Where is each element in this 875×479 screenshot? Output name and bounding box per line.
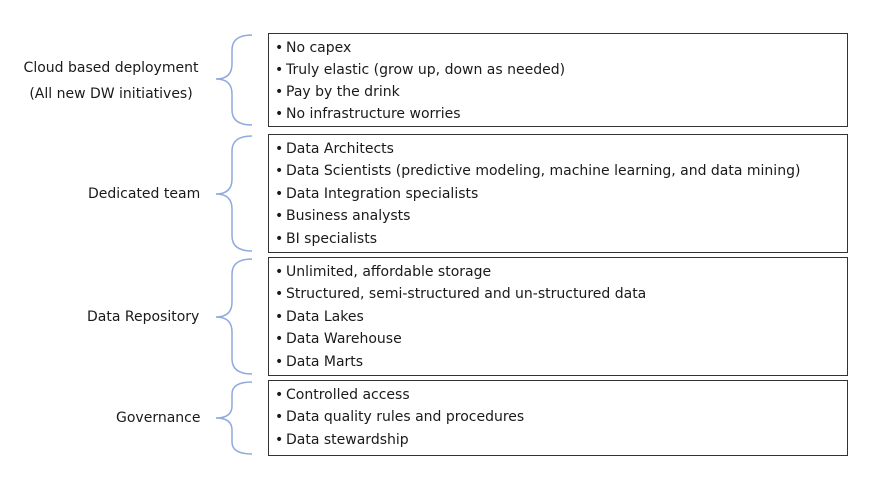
- list-item: • Data quality rules and procedures: [275, 409, 525, 425]
- section-label-line: (All new DW initiatives): [29, 86, 193, 102]
- list-item: • Controlled access: [275, 387, 410, 403]
- list-item: • Pay by the drink: [275, 84, 400, 100]
- section-label-cloud-deployment: [20, 61, 202, 101]
- brace-governance: [216, 382, 252, 454]
- list-item: • Data Lakes: [275, 309, 364, 325]
- section-box-dedicated-team: [268, 134, 848, 253]
- section-label-governance: Governance: [116, 410, 201, 426]
- list-item: • Unlimited, affordable storage: [275, 264, 492, 280]
- brace-dedicated-team: [216, 136, 252, 251]
- section-label-dedicated-team: Dedicated team: [88, 186, 201, 202]
- list-item: • Structured, semi-structured and un-structured data: [275, 286, 647, 302]
- section-box-governance: [268, 380, 848, 456]
- list-item: • No capex: [275, 40, 352, 56]
- brace-data-repository: [216, 259, 252, 374]
- list-item: • Data Marts: [275, 354, 364, 370]
- list-item: • Data Warehouse: [275, 331, 402, 347]
- list-item: • BI specialists: [275, 231, 377, 247]
- list-item: • Data Integration specialists: [275, 186, 479, 202]
- section-box-data-repository: [268, 257, 848, 376]
- list-item: • Data Architects: [275, 141, 394, 157]
- section-label-line: Cloud based deployment: [23, 60, 199, 76]
- section-box-cloud-deployment: [268, 33, 848, 127]
- section-label-data-repository: Data Repository: [87, 309, 200, 325]
- list-item: • Data Scientists (predictive modeling, machine learning, and data mining): [275, 163, 801, 179]
- brace-cloud-deployment: [216, 35, 252, 125]
- list-item: • Business analysts: [275, 208, 411, 224]
- list-item: • Truly elastic (grow up, down as needed): [275, 62, 566, 78]
- list-item: • Data stewardship: [275, 432, 409, 448]
- list-item: • No infrastructure worries: [275, 106, 461, 122]
